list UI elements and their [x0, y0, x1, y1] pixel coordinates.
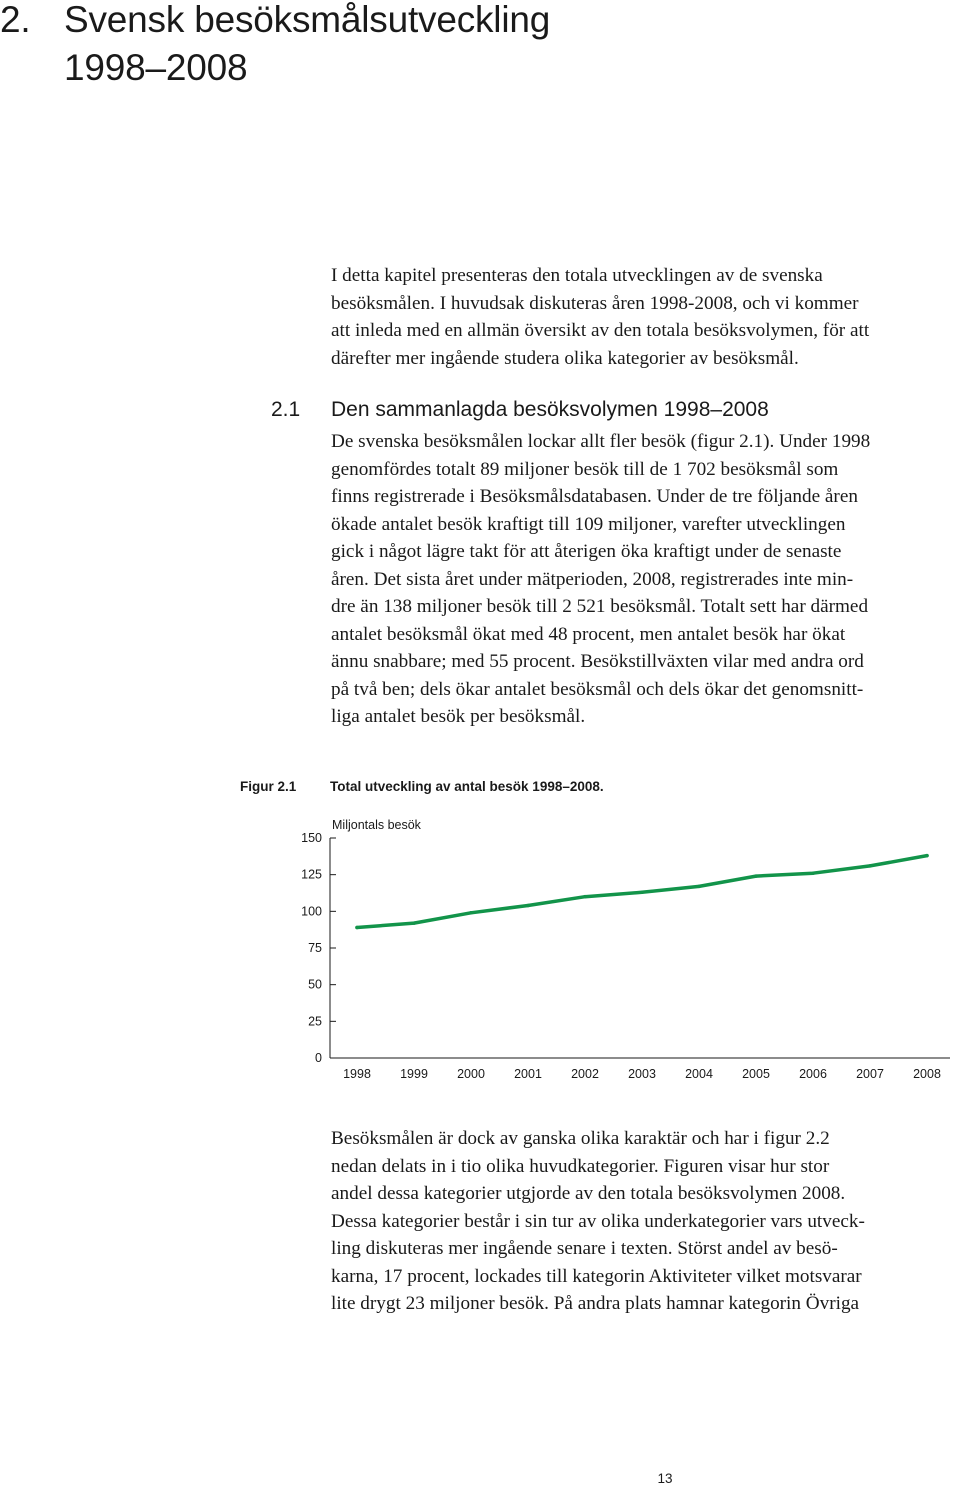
data-point	[355, 926, 359, 930]
chapter-title-text: Svensk besöksmålsutveckling	[64, 0, 551, 40]
x-tick-label: 2004	[685, 1067, 713, 1081]
text-line: liga antalet besök per besöksmål.	[331, 706, 586, 727]
x-tick-label: 2006	[799, 1067, 827, 1081]
x-tick-label: 1998	[343, 1067, 371, 1081]
text-line: Dessa kategorier består i sin tur av olika underkategorier vars utveck-	[331, 1210, 865, 1232]
data-point	[925, 854, 929, 858]
y-axis-ticks	[301, 831, 336, 1065]
text-line: finns registrerade i Besöksmålsdatabasen. Under de tre följande åren	[331, 486, 858, 507]
section-heading	[271, 396, 911, 424]
text-line: ännu snabbare; med 55 procent. Besökstillväxten vilar med andra ord	[331, 651, 864, 672]
text-line: Besöksmålen är dock av ganska olika karaktär och har i figur 2.2	[331, 1128, 830, 1149]
y-tick-label: 125	[301, 867, 322, 882]
data-point	[868, 864, 872, 868]
page-number: 13	[657, 1471, 673, 1486]
data-point	[697, 885, 701, 889]
text-line: karna, 17 procent, lockades till kategorin Aktiviteter vilket motsvarar	[331, 1265, 862, 1287]
figure-label: Figur 2.1	[240, 779, 297, 794]
x-tick-label: 2008	[913, 1067, 941, 1081]
x-tick-label: 1999	[400, 1067, 428, 1081]
y-tick-label: 100	[301, 904, 322, 919]
text-line: åren. Det sista året under mätperioden, 2008, registrerades inte min-	[331, 568, 854, 590]
line-chart	[280, 808, 960, 1088]
text-line: antalet besöksmål ökat med 48 procent, men antalet besök har ökat	[331, 623, 846, 645]
text-line: genomfördes totalt 89 miljoner besök till de 1 702 besöksmål som	[331, 458, 839, 480]
x-axis-ticks	[343, 1067, 941, 1081]
closing-paragraph	[331, 1125, 960, 1318]
y-tick-label: 0	[315, 1051, 322, 1065]
data-point	[754, 874, 758, 878]
data-point	[469, 911, 473, 915]
text-line: därefter mer ingående studera olika kategorier av besöksmål.	[331, 347, 799, 369]
series-group	[355, 854, 929, 929]
section-body-paragraph	[331, 428, 960, 731]
chapter-title-line-1	[0, 0, 940, 41]
x-tick-label: 2007	[856, 1067, 884, 1081]
text-line: dre än 138 miljoner besök till 2 521 besöksmål. Totalt sett har därmed	[331, 596, 869, 617]
x-tick-label: 2001	[514, 1067, 542, 1081]
text-line: nedan delats in i tio olika huvudkategorier. Figuren visar hur stor	[331, 1155, 830, 1177]
y-tick-label: 75	[308, 941, 322, 955]
text-line: ökade antalet besök kraftigt till 109 miljoner, varefter utvecklingen	[331, 513, 846, 535]
data-point	[412, 921, 416, 925]
text-line: De svenska besöksmålen lockar allt fler besök (figur 2.1). Under 1998	[331, 431, 871, 452]
text-line: ling diskuteras mer ingående senare i texten. Störst andel av besö-	[331, 1238, 838, 1259]
chapter-number: 2.	[0, 0, 31, 40]
section-title: Den sammanlagda besöksvolymen 1998–2008	[331, 398, 769, 421]
chapter-title	[0, 0, 940, 89]
text-line: besöksmålen. I huvudsak diskuteras åren 1998-2008, och vi kommer	[331, 292, 859, 314]
text-line: på två ben; dels ökar antalet besöksmål och dels ökar det genomsnitt-	[331, 678, 864, 700]
section-number: 2.1	[271, 398, 301, 421]
text-line: lite drygt 23 miljoner besök. På andra plats hamnar kategorin Övriga	[331, 1293, 860, 1314]
x-tick-label: 2005	[742, 1067, 770, 1081]
intro-paragraph	[331, 262, 960, 372]
figure-caption: Total utveckling av antal besök 1998–2008.	[330, 779, 604, 794]
data-point	[583, 895, 587, 899]
y-axis-label: Miljontals besök	[332, 818, 421, 832]
data-point	[811, 871, 815, 875]
text-line: I detta kapitel presenteras den totala utvecklingen av de svenska	[331, 265, 823, 286]
x-tick-label: 2000	[457, 1067, 485, 1081]
text-line: gick i något lägre takt för att återigen öka kraftigt under de senaste	[331, 541, 842, 562]
data-point	[640, 891, 644, 895]
text-line: att inleda med en allmän översikt av den totala besöksvolymen, för att	[331, 320, 870, 341]
data-point	[526, 904, 530, 908]
y-tick-label: 50	[308, 977, 322, 992]
x-tick-label: 2003	[628, 1067, 656, 1081]
chapter-title-years: 1998–2008	[64, 47, 248, 88]
x-tick-label: 2002	[571, 1067, 599, 1081]
y-tick-label: 25	[308, 1014, 322, 1029]
y-tick-label: 150	[301, 831, 322, 845]
text-line: andel dessa kategorier utgjorde av den totala besöksvolymen 2008.	[331, 1183, 846, 1204]
